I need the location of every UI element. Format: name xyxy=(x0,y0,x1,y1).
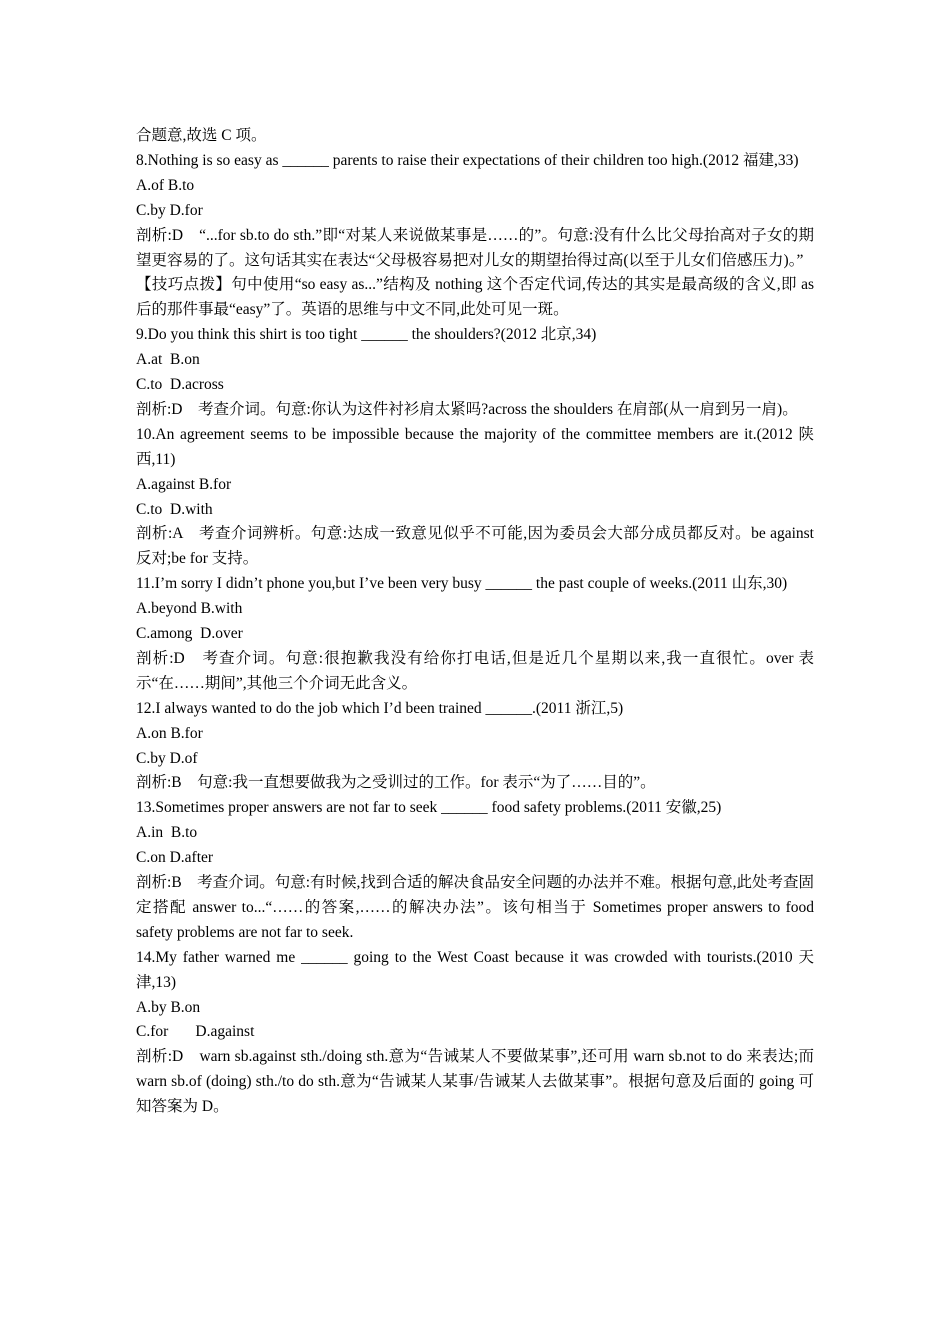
options-line: C.among D.over xyxy=(136,625,243,643)
question-14: 14.My father warned me ______ going to the West Coast because it was crowded with tourists.(2010 天津,13) xyxy=(136,948,814,991)
options-line: A.against B.for xyxy=(136,475,232,493)
options-line: A.beyond B.with xyxy=(136,600,243,618)
tip-8: 【技巧点拨】句中使用“so easy as...”结构及 nothing 这个否定代词,传达的其实是最高级的含义,即 as 后的那件事最“easy”了。英语的思维与中文不同,此处可见一斑。 xyxy=(136,276,814,319)
options-line: C.on D.after xyxy=(136,849,214,867)
question-11: 11.I’m sorry I didn’t phone you,but I’ve been very busy ______ the past couple of weeks.(2011 山东,30) xyxy=(136,575,788,593)
options-line: A.on B.for xyxy=(136,724,203,742)
question-10: 10.An agreement seems to be impossible because the majority of the committee members are it.(2012 陕西,11) xyxy=(136,425,814,468)
options-line: A.at B.on xyxy=(136,351,200,369)
question-12: 12.I always wanted to do the job which I’d been trained ______.(2011 浙江,5) xyxy=(136,699,624,717)
analysis-9: 剖析:D 考查介词。句意:你认为这件衬衫肩太紧吗?across the shoulders 在肩部(从一肩到另一肩)。 xyxy=(136,400,798,418)
analysis-14: 剖析:D warn sb.against sth./doing sth.意为“告诫某人不要做某事”,还可用 warn sb.not to do 来表达;而 warn sb.of (doing) sth./to do sth.意为“告诫某人某事/告诫某人去做某事”。根据句意及后面的 going 可知答案为 D。 xyxy=(136,1048,814,1116)
analysis-13: 剖析:B 考查介词。句意:有时候,找到合适的解决食品安全问题的办法并不难。根据句意,此处考查固定搭配 answer to...“……的答案,……的解决办法”。该句相当于 Sometimes proper answers to food safety problems are not far to seek. xyxy=(136,874,814,941)
analysis-11: 剖析:D 考查介词。句意:很抱歉我没有给你打电话,但是近几个星期以来,我一直很忙。over 表示“在……期间”,其他三个介词无此含义。 xyxy=(136,649,814,692)
options-line: A.of B.to xyxy=(136,176,195,194)
options-line: C.for D.against xyxy=(136,1023,255,1041)
question-9: 9.Do you think this shirt is too tight ______ the shoulders?(2012 北京,34) xyxy=(136,326,597,344)
options-line: C.by D.of xyxy=(136,749,198,767)
analysis-12: 剖析:B 句意:我一直想要做我为之受训过的工作。for 表示“为了……目的”。 xyxy=(136,774,656,792)
options-line: A.in B.to xyxy=(136,824,198,842)
options-line: A.by B.on xyxy=(136,998,201,1016)
options-line: C.by D.for xyxy=(136,201,203,219)
analysis-8: 剖析:D “...for sb.to do sth.”即“对某人来说做某事是……的”。句意:没有什么比父母抬高对子女的期望更容易的了。这句话其实在表达“父母极容易把对儿女的期望抬得过高(以至于儿女们倍感压力)。” xyxy=(136,226,814,269)
question-13: 13.Sometimes proper answers are not far to seek ______ food safety problems.(2011 安徽,25) xyxy=(136,799,722,817)
options-line: C.to D.across xyxy=(136,376,224,394)
document-page xyxy=(136,124,814,1120)
question-8: 8.Nothing is so easy as ______ parents to raise their expectations of their children too high.(2012 福建,33) xyxy=(136,151,799,169)
text-line: 合题意,故选 C 项。 xyxy=(136,127,267,144)
options-line: C.to D.with xyxy=(136,500,213,518)
analysis-10: 剖析:A 考查介词辨析。句意:达成一致意见似乎不可能,因为委员会大部分成员都反对。be against 反对;be for 支持。 xyxy=(136,525,814,568)
